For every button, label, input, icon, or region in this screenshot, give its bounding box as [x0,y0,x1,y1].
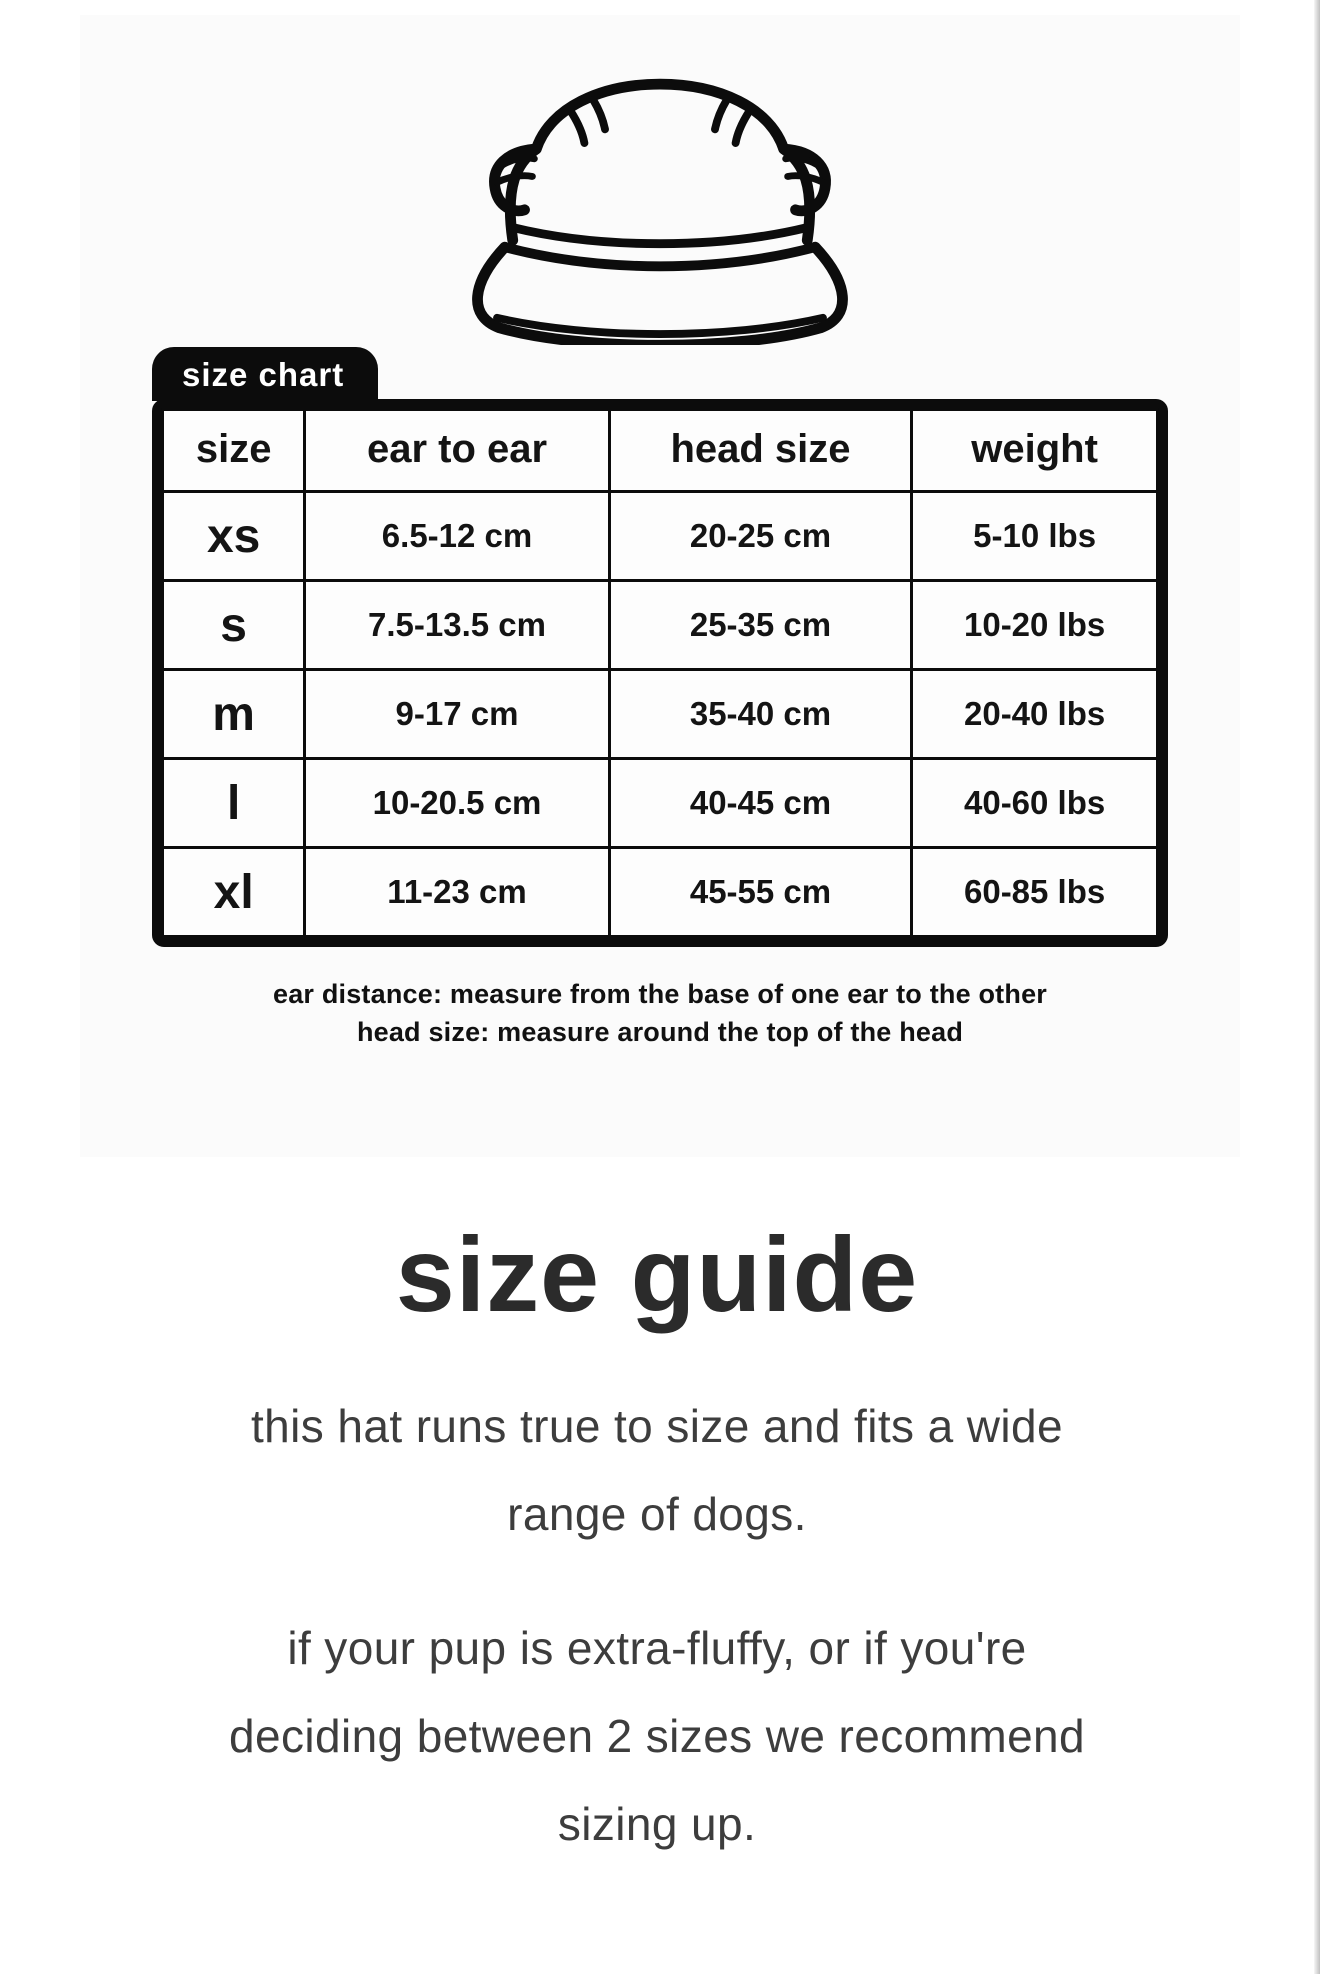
size-chart [152,345,1168,1051]
head-size-note: head size: measure around the top of the head [356,1017,964,1048]
head-size-value: 45-55 cm [609,848,911,937]
sizing-recommendation-line2: deciding between 2 sizes we recommend [228,1710,1086,1762]
table-row-xl [163,848,1158,937]
table-row-s [163,581,1158,670]
fit-description-line2: range of dogs. [507,1488,807,1540]
measurement-note [152,975,1168,1051]
weight-value: 60-85 lbs [912,848,1158,937]
sizing-recommendation [0,1604,1314,1868]
col-header-ear-to-ear: ear to ear [305,410,609,492]
ear-to-ear-value: 10-20.5 cm [305,759,609,848]
head-size-value: 35-40 cm [609,670,911,759]
dog-hat-illustration [444,39,876,345]
ear-to-ear-value: 11-23 cm [305,848,609,937]
weight-value: 40-60 lbs [912,759,1158,848]
col-header-size: size [163,410,305,492]
col-header-weight: weight [912,410,1158,492]
size-chart-tab-label: size chart [152,347,378,401]
weight-value: 10-20 lbs [912,581,1158,670]
table-row-xs [163,492,1158,581]
col-header-head-size: head size [609,410,911,492]
head-size-value: 20-25 cm [609,492,911,581]
fit-description [0,1382,1314,1558]
weight-value: 20-40 lbs [912,670,1158,759]
scrollbar[interactable] [1314,0,1320,1974]
sizing-recommendation-line1: if your pup is extra-fluffy, or if you're [287,1622,1027,1674]
size-label: l [163,759,305,848]
size-guide-title: size guide [395,1216,919,1334]
table-row-l [163,759,1158,848]
head-size-value: 40-45 cm [609,759,911,848]
size-chart-panel [80,15,1240,1157]
size-label: s [163,581,305,670]
size-chart-table [152,399,1168,947]
table-header-row [163,410,1158,492]
size-guide-section [0,1157,1314,1868]
size-label: xl [163,848,305,937]
weight-value: 5-10 lbs [912,492,1158,581]
ear-to-ear-value: 7.5-13.5 cm [305,581,609,670]
size-label: m [163,670,305,759]
dog-hat-icon [444,39,876,345]
ear-distance-note: ear distance: measure from the base of one ear to the other [272,979,1047,1010]
sizing-recommendation-line3: sizing up. [557,1798,757,1850]
head-size-value: 25-35 cm [609,581,911,670]
table-row-m [163,670,1158,759]
fit-description-line1: this hat runs true to size and fits a wide [251,1400,1063,1452]
size-label: xs [163,492,305,581]
ear-to-ear-value: 6.5-12 cm [305,492,609,581]
ear-to-ear-value: 9-17 cm [305,670,609,759]
